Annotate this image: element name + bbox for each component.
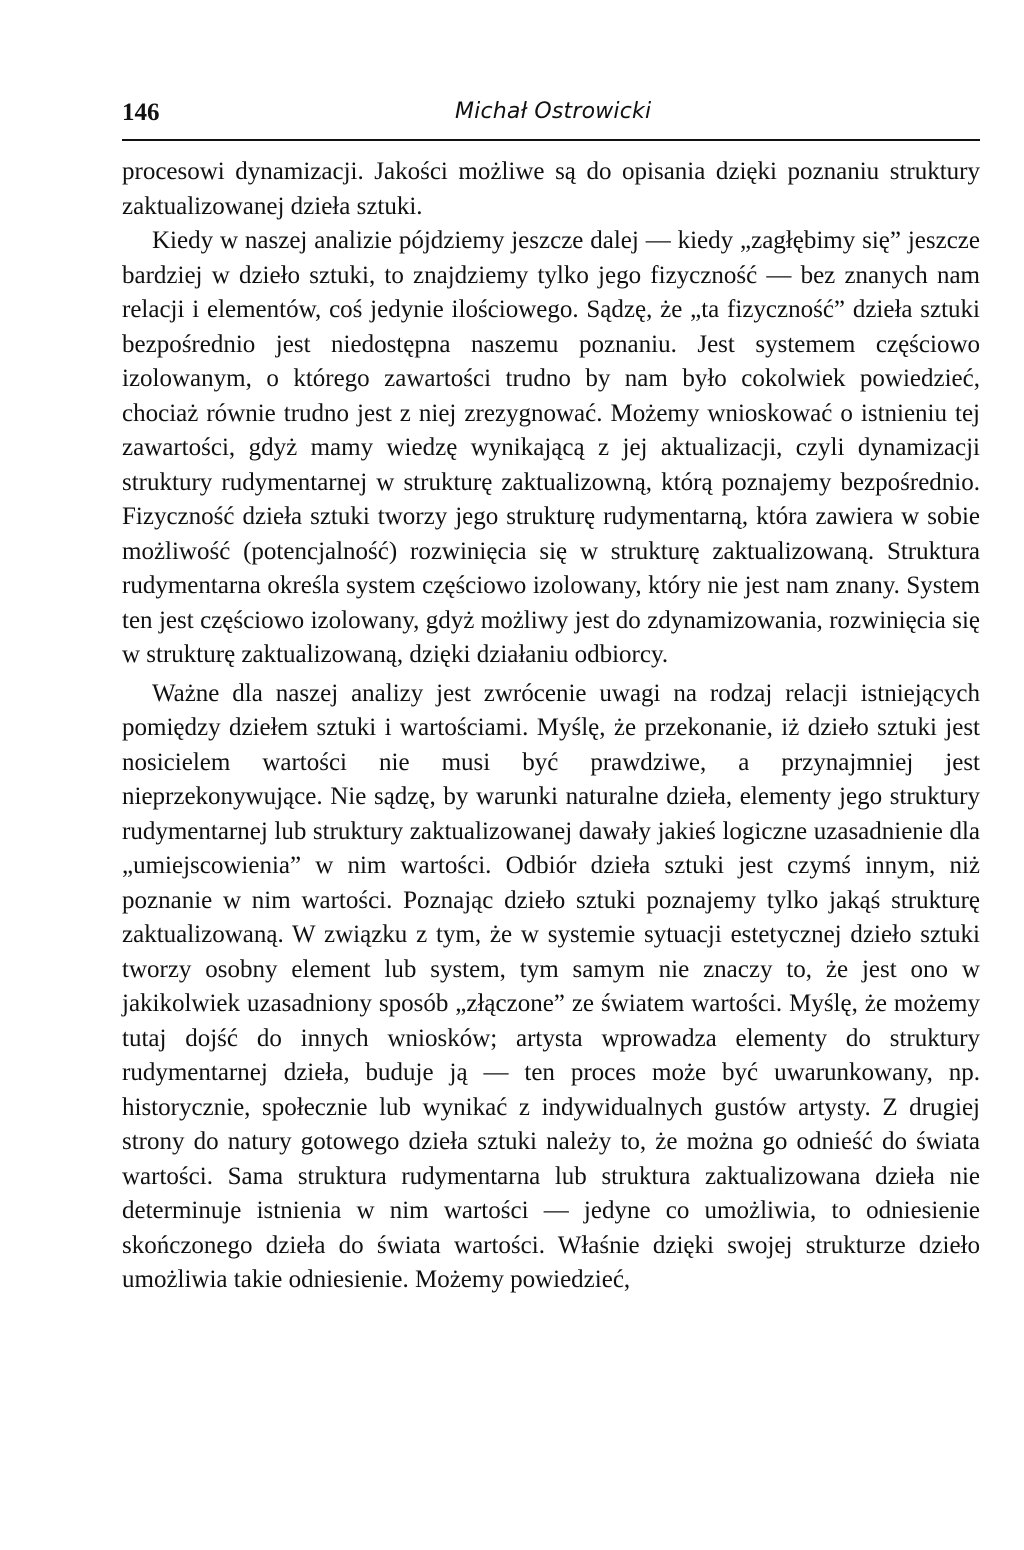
paragraph-continuation: procesowi dynamizacji. Jakości możliwe są do opisania dzięki poznaniu struktury zaktualizowanej dzieła sztuki. [122, 158, 980, 220]
paragraph: Ważne dla naszej analizy jest zwrócenie uwagi na rodzaj relacji istniejących pomiędzy dziełem sztuki i wartościami. Myślę, że przekonanie, iż dzieło sztuki jest nosicielem wartości nie musi być prawdziwe, a przynajmniej jest nieprzekonywujące. Nie sądzę, by warunki naturalne dzieła, elementy jego struktury rudymentarnej lub struktury zaktualizowanej dawały jakieś logiczne uzasadnienie dla „umiejscowienia” w nim wartości. Odbiór dzieła sztuki jest czymś innym, niż poznanie w nim wartości. Poznając dzieło sztuki poznajemy tylko jakąś strukturę zaktualizowaną. W związku z tym, że w systemie sytuacji estetycznej dzieło sztuki tworzy osobny element lub system, tym samym nie znaczy to, że jest ono w jakikolwiek uzasadniony sposób „złączone” ze światem wartości. Myślę, że możemy tutaj dojść do innych wniosków; artysta wprowadza elementy do struktury rudymentarnej dzieła, buduje ją — ten proces może być uwarunkowany, np. historycznie, społecznie lub wynikać z indywidualnych gustów artysty. Z drugiej strony do natury gotowego dzieła sztuki należy to, że można go odnieść do świata wartości. Sama struktura rudymentarna lub struktura zaktualizowana dzieła nie determinuje istnienia w nim wartości — jedyne co umożliwia, to odniesienie skończonego dzieła do świata wartości. Właśnie dzięki swojej strukturze dzieło umożliwia takie odniesienie. Możemy powiedzieć, [122, 679, 980, 1293]
page-header [122, 95, 980, 141]
paragraph: Kiedy w naszej analizie pójdziemy jeszcze dalej — kiedy „zagłębimy się” jeszcze bardziej w dzieło sztuki, to znajdziemy tylko jego fizyczność — bez znanych nam relacji i elementów, coś jedynie ilościowego. Sądzę, że „ta fizyczność” dzieła sztuki bezpośrednio jest niedostępna naszemu poznaniu. Jest systemem częściowo izolowanym, o którego zawartości trudno by nam było cokolwiek powiedzieć, chociaż równie trudno jest z niej zrezygnować. Możemy wnioskować o istnieniu tej zawartości, gdyż mamy wiedzę wynikającą z jej aktualizacji, czyli dynamizacji struktury rudymentarnej w strukturę zaktualizowną, którą poznajemy bezpośrednio. Fizyczność dzieła sztuki tworzy jego strukturę rudymentarną, która zawiera w sobie możliwość (potencjalność) rozwinięcia się w strukturę zaktualizowaną. Struktura rudymentarna określa system częściowo izolowany, który nie jest nam znany. System ten jest częściowo izolowany, gdyż możliwy jest do zdynamizowania, rozwinięcia się w strukturę zaktualizowaną, dzięki działaniu odbiorcy. [122, 227, 980, 668]
page-number: 146 [122, 99, 160, 126]
body-text [122, 155, 980, 1298]
running-head-author: Michał Ostrowicki [455, 99, 652, 124]
book-page [122, 95, 980, 1298]
